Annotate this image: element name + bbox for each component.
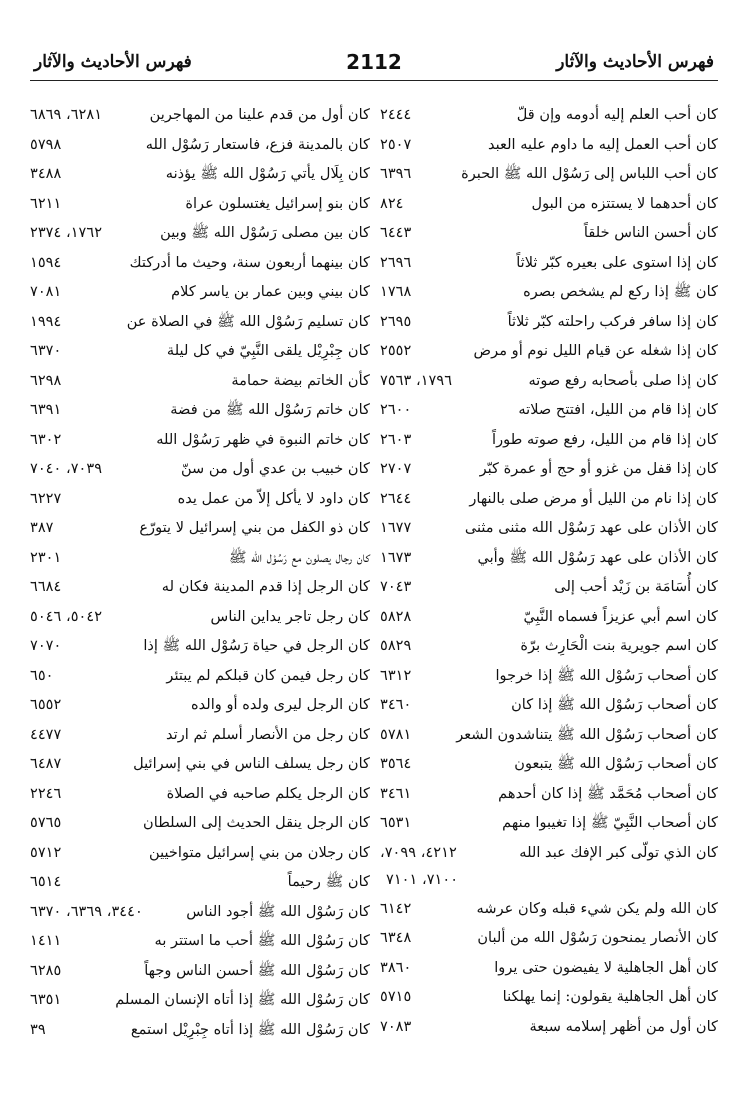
entry-number: ١٤١١ (30, 932, 62, 949)
entry-text: كان الرجل إذا قدم المدينة فكان له (161, 578, 370, 595)
entry-text: كان أهل الجاهلية لا يفيضون حتى يروا (494, 958, 718, 976)
entry-text: كان أحدهما لا يستتزه من البول (531, 194, 718, 212)
entry-text: كان بنو إسرائيل يغتسلون عراة (185, 194, 370, 212)
entry-text: كان داود لا يأكل إلاّ من عمل يده (177, 489, 370, 507)
entry-text: كان الرجل في حياة رَسُوْل الله ﷺ إذا (143, 637, 370, 654)
entry-number: ١٧٦٨ (380, 283, 412, 300)
entry-text: كان رجلان من بني إسرائيل متواخيين (148, 843, 370, 861)
page-number: 2112 (346, 50, 402, 74)
entry-text: كان أحب العمل إليه ما داوم عليه العبد (487, 135, 718, 153)
index-entry (30, 366, 370, 396)
entry-text: كان ذو الكفل من بني إسرائيل لا يتورّع (139, 519, 370, 536)
entry-text: كان خاتم رَسُوْل الله ﷺ من فضة (170, 401, 370, 418)
index-entry (30, 631, 370, 661)
entry-text: كان الرجل يكلم صاحبه في الصلاة (166, 784, 370, 802)
entry-text: كان بِلَال يأتي رَسُوْل الله ﷺ يؤذنه (165, 165, 370, 182)
index-entry (380, 366, 718, 396)
entry-number: ٣٤٨٨ (30, 165, 62, 182)
index-entry (380, 779, 718, 809)
entry-text: كان إذا قام من الليل، رفع صوته طوراً (492, 430, 718, 448)
entry-number: ٢٦٠٠ (380, 401, 412, 418)
entry-number: ١٦٧٣ (380, 548, 412, 566)
index-entry (380, 484, 718, 514)
entry-text: كان تسليم رَسُوْل الله ﷺ في الصلاة عن (126, 312, 370, 330)
index-entry (30, 572, 370, 602)
entry-number: ٥٠٤٢، ٥٠٤٦ (30, 607, 103, 625)
index-entry (380, 838, 718, 894)
entry-text: كان أول من أظهر إسلامه سبعة (529, 1017, 718, 1035)
entry-text: كان الأذان على عهد رَسُوْل الله مثنى مثنى (464, 519, 718, 536)
entry-text: كان اسم جويرية بنت الْحَارِث برّة (520, 637, 718, 654)
entry-text: كان أُسَامَة بن زَيْد أحب إلى (554, 578, 718, 595)
index-entry (380, 923, 718, 953)
entry-text: كان أحب اللباس إلى رَسُوْل الله ﷺ الحبرة (461, 165, 718, 182)
entry-number: ٤٢١٢، ٧٠٩٩، (380, 843, 457, 861)
index-entry (380, 425, 718, 455)
entry-number: ٣٤٤٠، ٦٣٦٩، ٦٣٧٠ (30, 902, 143, 920)
index-entry (30, 543, 370, 573)
entry-number: ٢٣٠١ (30, 548, 62, 566)
entry-number: ٢٦٩٥ (380, 312, 412, 330)
entry-number: ٢٦٤٤ (380, 489, 412, 507)
index-entry (380, 602, 718, 632)
index-entry (30, 808, 370, 838)
index-entry (380, 543, 718, 573)
entry-number: ٥٧٨١ (380, 725, 412, 743)
index-entry (380, 1012, 718, 1042)
index-entry (30, 248, 370, 278)
entry-text: كان أصحاب النَّبِيّ ﷺ إذا تغيبوا منهم (502, 814, 718, 831)
entry-number: ٥٧١٢ (30, 843, 62, 861)
entry-text: كان خاتم النبوة في ظهر رَسُوْل الله (156, 430, 370, 448)
entry-text: كان رَسُوْل الله ﷺ أحسن الناس وجهاً (144, 961, 370, 979)
entry-number: ٧٠٨٣ (380, 1017, 412, 1035)
index-entry (380, 631, 718, 661)
index-entry (30, 100, 370, 130)
entry-number: ١٧٦٢، ٢٣٧٤ (30, 224, 103, 241)
index-entry (380, 894, 718, 924)
entry-text: كان رجل يسلف الناس في بني إسرائيل (133, 755, 370, 772)
index-entry (380, 982, 718, 1012)
index-entry (30, 130, 370, 160)
entry-text: كان ﷺ إذا ركع لم يشخص بصره (523, 283, 718, 300)
index-entry (30, 690, 370, 720)
entry-number: ٦٣٩٦ (380, 165, 412, 182)
entry-number: ٣٥٦٤ (380, 755, 412, 772)
entry-text: كان بين مصلى رَسُوْل الله ﷺ وبين (160, 224, 370, 241)
index-entry (30, 926, 370, 956)
index-entry (30, 1015, 370, 1045)
index-entry (380, 159, 718, 189)
index-entry (30, 720, 370, 750)
entry-number: ٢٦٠٣ (380, 430, 412, 448)
index-entry (380, 749, 718, 779)
entry-text: كان الأنصار يمنحون رَسُوْل الله من ألبان (477, 929, 718, 946)
entry-text: كان اسم أبي عزيزاً فسماه النَّبِيّ (523, 607, 718, 625)
index-entry (30, 336, 370, 366)
index-entry (30, 395, 370, 425)
entry-number: ٥٨٢٩ (380, 637, 412, 654)
entry-number: ٦٢٩٨ (30, 371, 62, 389)
entry-number: ١٩٩٤ (30, 312, 62, 330)
entry-number: ٢٧٠٧ (380, 460, 412, 477)
entry-number: ٧٠٤٣ (380, 578, 412, 595)
entry-number: ١٧٩٦، ٧٥٦٣ (380, 371, 453, 389)
entry-text: كان أصحاب رَسُوْل الله ﷺ يتبعون (514, 755, 718, 772)
index-entry (30, 838, 370, 868)
entry-number: ٢٥٠٧ (380, 135, 412, 153)
entry-text: كان رَسُوْل الله ﷺ إذا أتاه جِبْرِيْل استمع (130, 1020, 370, 1038)
entry-text: كان الرجل ليرى ولده أو والده (190, 696, 370, 713)
index-entry (380, 218, 718, 248)
header-title-right: فهرس الأحاديث والآثار (556, 52, 714, 72)
index-entry (380, 690, 718, 720)
entry-number: ٥٨٢٨ (380, 607, 412, 625)
entry-text: كان بينهما أربعون سنة، وحيث ما أدركتك (129, 253, 370, 271)
index-entry (30, 661, 370, 691)
index-entry (30, 956, 370, 986)
entry-text: كان رَسُوْل الله ﷺ أجود الناس (186, 902, 370, 920)
entry-text: كان أحسن الناس خلقاً (583, 224, 718, 241)
entry-number: ٥٧١٥ (380, 988, 412, 1005)
entry-number: ٦٥٥٢ (30, 696, 62, 713)
entry-text: كان الرجل ينقل الحديث إلى السلطان (143, 814, 370, 831)
index-entry (380, 277, 718, 307)
entry-number: ٢٤٤٤ (380, 106, 412, 123)
page-header (30, 46, 718, 81)
entry-number: ٦٢٢٧ (30, 489, 62, 507)
index-entry (380, 100, 718, 130)
entry-number-continued: ٧١٠٠، ٧١٠١ (386, 870, 459, 888)
header-title-left: فهرس الأحاديث والآثار (34, 52, 192, 72)
entry-number: ٧٠٨١ (30, 283, 62, 300)
entry-text: كان إذا نام من الليل أو مرض صلى بالنهار (469, 489, 718, 507)
index-entry (30, 277, 370, 307)
entry-number: ٣٤٦٠ (380, 696, 412, 713)
entry-number: ٦٦٨٤ (30, 578, 62, 595)
entry-number: ٥٧٦٥ (30, 814, 62, 831)
entry-number: ٦٤٤٣ (380, 224, 412, 241)
left-column (30, 100, 370, 1044)
entry-number: ٣٨٦٠ (380, 958, 412, 976)
entry-number: ٣٨٧ (30, 519, 54, 536)
entry-number: ٢٢٤٦ (30, 784, 62, 802)
entry-text: كان رجل فيمن كان قبلكم لم يبتئر (166, 666, 370, 684)
index-entry (30, 425, 370, 455)
index-entry (30, 513, 370, 543)
entry-text: كان الذي تولّى كبر الإفك عبد الله (519, 843, 718, 861)
entry-number: ١٦٧٧ (380, 519, 412, 536)
entry-text: كان إذا قفل من غزو أو حج أو عمرة كبّر (479, 460, 718, 477)
entry-text: كان إذا قام من الليل، افتتح صلاته (518, 401, 718, 418)
entry-number: ٦٥٠ (30, 666, 54, 684)
index-entry (380, 572, 718, 602)
entry-number: ٦٣٧٠ (30, 342, 62, 359)
entry-text: كان أهل الجاهلية يقولون: إنما يهلكنا (502, 988, 718, 1005)
entry-text: كان إذا استوى على بعيره كبّر ثلاثاً (516, 253, 718, 271)
entry-number: ٧٠٣٩، ٧٠٤٠ (30, 460, 103, 477)
entry-text: كان أول من قدم علينا من المهاجرين (149, 106, 370, 123)
entry-text: كان أصحاب رَسُوْل الله ﷺ يتناشدون الشعر (456, 725, 718, 743)
index-entry (30, 779, 370, 809)
index-entry (380, 248, 718, 278)
entry-text: كان رجل من الأنصار أسلم ثم ارتد (165, 725, 370, 743)
entry-number: ١٥٩٤ (30, 253, 62, 271)
entry-text: كان رجال يصلون مع رَسُوْل الله ﷺ (228, 548, 370, 566)
entry-number: ٦٢٨١، ٦٨٦٩ (30, 106, 103, 123)
index-entry (380, 513, 718, 543)
index-entry (30, 454, 370, 484)
entry-text: كان إذا سافر فركب راحلته كبّر ثلاثاً (507, 312, 718, 330)
index-entry (30, 159, 370, 189)
entry-number: ٢٥٥٢ (380, 342, 412, 359)
entry-number: ٦٣٠٢ (30, 430, 62, 448)
index-entry (30, 307, 370, 337)
entry-number: ٨٢٤ (380, 194, 404, 212)
entry-number: ٦٢٨٥ (30, 961, 62, 979)
entry-number: ٧٠٧٠ (30, 637, 62, 654)
index-entry (30, 749, 370, 779)
index-entry (30, 897, 370, 927)
index-entry (30, 867, 370, 897)
entry-number: ٦٥٣١ (380, 814, 412, 831)
entry-text: كان جِبْرِيْل يلقى النَّبِيّ في كل ليلة (166, 342, 370, 359)
index-entry (380, 130, 718, 160)
entry-number: ٦٣٩١ (30, 401, 62, 418)
index-entry (380, 808, 718, 838)
entry-text: كان رَسُوْل الله ﷺ أحب ما استتر به (154, 932, 370, 949)
entry-number: ٦٣٥١ (30, 991, 62, 1008)
entry-text: كان أصحاب رَسُوْل الله ﷺ إذا خرجوا (495, 666, 718, 684)
index-entry (30, 602, 370, 632)
entry-text: كأن الخاتم بيضة حمامة (231, 371, 370, 389)
entry-text: كان أصحاب مُحَمَّد ﷺ إذا كان أحدهم (498, 784, 718, 802)
entry-number: ٦٣٤٨ (380, 929, 412, 946)
entry-text: كان رَسُوْل الله ﷺ إذا أتاه الإنسان المسلم (115, 991, 370, 1008)
index-entry (380, 395, 718, 425)
entry-text: كان ﷺ رحيماً (287, 873, 370, 890)
entry-number: ٢٦٩٦ (380, 253, 412, 271)
entry-number: ٦٤٨٧ (30, 755, 62, 772)
entry-text: كان إذا شغله عن قيام الليل نوم أو مرض (473, 342, 718, 359)
index-entry (380, 661, 718, 691)
index-entry (30, 189, 370, 219)
index-entry (380, 336, 718, 366)
entry-number: ٦٥١٤ (30, 873, 62, 890)
index-entry (30, 484, 370, 514)
right-column (380, 100, 718, 1041)
index-entry (380, 189, 718, 219)
entry-text: كان خبيب بن عدي أول من سنّ (180, 460, 370, 477)
entry-text: كان أحب العلم إليه أدومه وإن قلّ (516, 106, 718, 123)
index-entry (30, 985, 370, 1015)
entry-number: ٣٩ (30, 1020, 46, 1038)
entry-text: كان الأذان على عهد رَسُوْل الله ﷺ وأبي (477, 548, 718, 566)
entry-text: كان أصحاب رَسُوْل الله ﷺ إذا كان (511, 696, 718, 713)
index-entry (380, 454, 718, 484)
entry-number: ٥٧٩٨ (30, 135, 62, 153)
entry-text: كان الله ولم يكن شيء قبله وكان عرشه (476, 899, 718, 917)
index-entry (380, 307, 718, 337)
entry-text: كان إذا صلى بأصحابه رفع صوته (528, 371, 718, 389)
entry-text: كان بالمدينة فزع، فاستعار رَسُوْل الله (145, 135, 370, 153)
entry-number: ٣٤٦١ (380, 784, 412, 802)
entry-number: ٦١٤٢ (380, 899, 412, 917)
entry-text: كان بيني وبين عمار بن ياسر كلام (171, 283, 370, 300)
index-entry (380, 953, 718, 983)
index-entry (30, 218, 370, 248)
entry-number: ٦٢١١ (30, 194, 62, 212)
entry-number: ٦٣١٢ (380, 666, 412, 684)
entry-text: كان رجل تاجر يداين الناس (210, 607, 370, 625)
entry-number: ٤٤٧٧ (30, 725, 62, 743)
index-entry (380, 720, 718, 750)
